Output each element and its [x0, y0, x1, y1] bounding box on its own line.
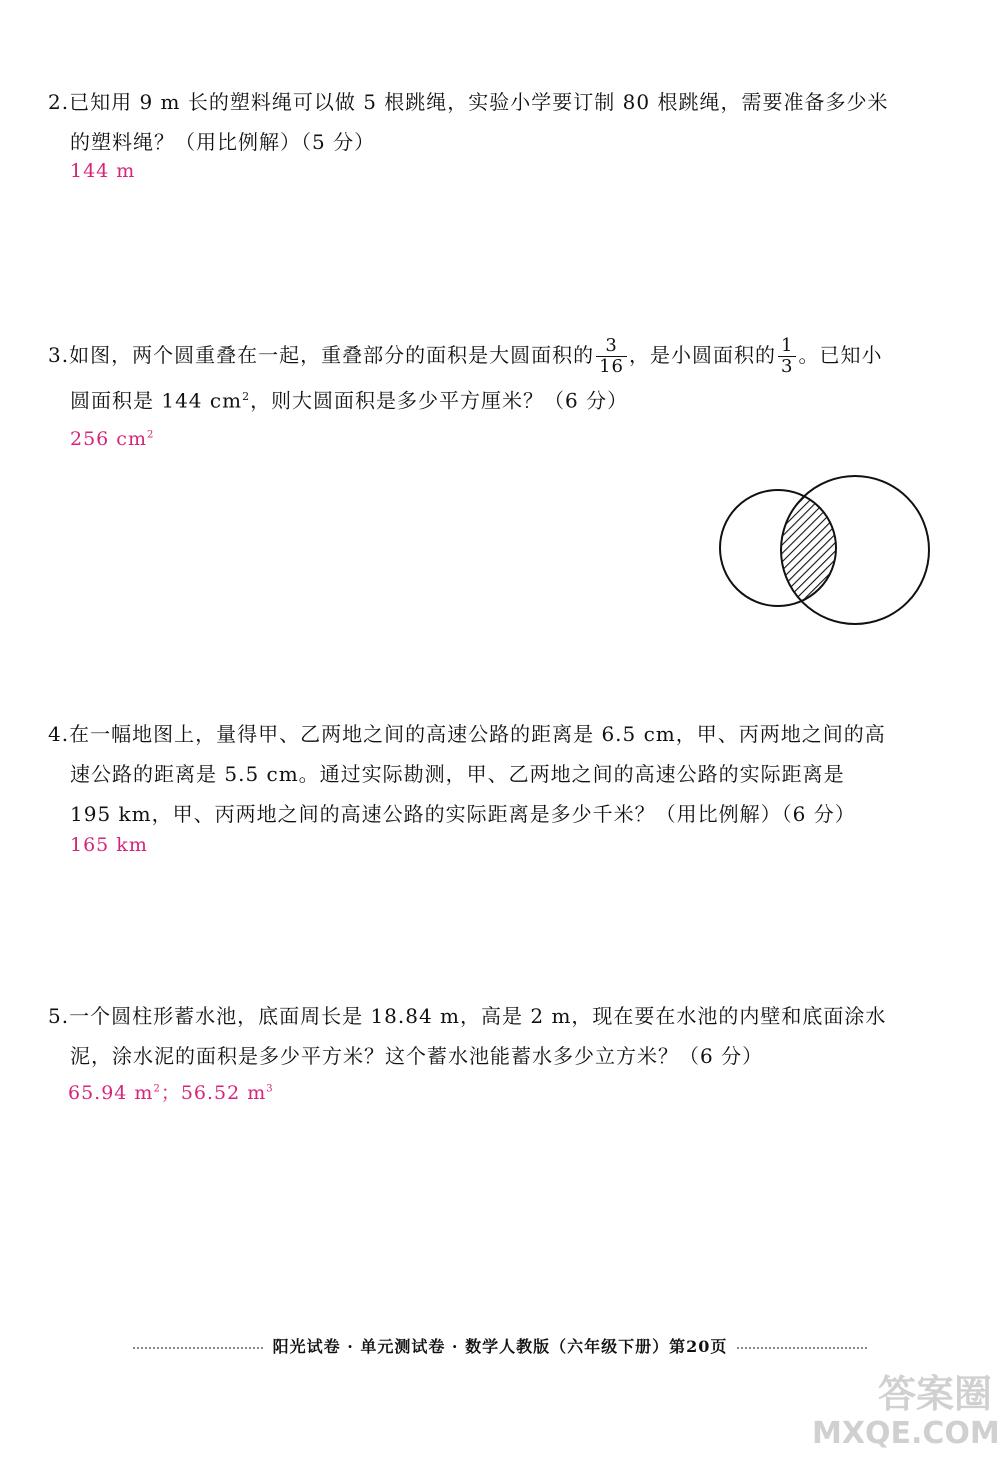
answer-5 [68, 1078, 274, 1105]
answer-4: 165 km [70, 834, 148, 856]
watermark-logo-text: 答案圈 [877, 1371, 992, 1416]
fraction-denominator: 3 [781, 356, 794, 377]
answer-5-sup-a: 2 [153, 1083, 161, 1095]
question-4-line-2: 速公路的距离是 5.5 cm。通过实际勘测，甲、乙两地之间的高速公路的实际距离是 [70, 762, 845, 786]
answer-2: 144 m [70, 160, 136, 182]
question-3-text-e: ，则大圆面积是多少平方厘米？（6 分） [250, 388, 629, 413]
fraction-numerator: 1 [778, 336, 796, 357]
superscript: 2 [242, 390, 251, 403]
question-5-line-1: 5.一个圆柱形蓄水池，底面周长是 18.84 m，高是 2 m，现在要在水池的内壁和底面涂水 [48, 1004, 887, 1028]
fraction-numerator: 3 [596, 336, 627, 357]
answer-5-part-a: 65.94 m [68, 1082, 154, 1104]
question-5 [48, 996, 948, 1076]
question-3-line-1 [48, 332, 948, 378]
question-4-line-3: 195 km，甲、丙两地之间的高速公路的实际距离是多少千米？（用比例解）（6 分） [70, 802, 856, 826]
watermark-site-text: MXQE.COM [812, 1416, 1000, 1451]
question-3-line-2 [48, 378, 948, 420]
question-5-line-2: 泥，涂水泥的面积是多少平方米？这个蓄水池能蓄水多少立方米？（6 分） [70, 1044, 764, 1068]
question-2 [48, 82, 948, 162]
answer-5-part-b: ；56.52 m [160, 1082, 267, 1104]
answer-3-value: 256 cm [70, 428, 147, 450]
question-3-text-a: 3.如图，两个圆重叠在一起，重叠部分的面积是大圆面积的 [48, 343, 595, 367]
answer-5-sup-b: 3 [266, 1083, 274, 1095]
answer-3-sup: 2 [146, 429, 155, 441]
footer-text: 阳光试卷 · 单元测试卷 · 数学人教版（六年级下册）第20页 [272, 1337, 728, 1356]
question-4-line-1: 4.在一幅地图上，量得甲、乙两地之间的高速公路的距离是 6.5 cm，甲、丙两地之间的高 [48, 722, 886, 746]
answer-3 [70, 428, 154, 450]
question-3-text-c: 。已知小 [798, 343, 883, 367]
question-3-text-b: ，是小圆面积的 [629, 343, 776, 367]
overlapping-circles-figure [712, 470, 942, 630]
footer-dotted-rule-right [737, 1347, 867, 1349]
question-4 [48, 714, 948, 834]
page-footer [80, 1334, 920, 1357]
question-2-line-2: 的塑料绳？（用比例解）（5 分） [70, 130, 376, 154]
fraction-1-3 [778, 336, 796, 377]
fraction-denominator: 16 [599, 356, 624, 377]
fraction-3-16 [596, 336, 627, 377]
question-3-text-d: 圆面积是 144 cm [70, 388, 243, 413]
question-2-line-1: 2.已知用 9 m 长的塑料绳可以做 5 根跳绳，实验小学要订制 80 根跳绳，需要准备多少米 [48, 90, 889, 114]
question-3 [48, 332, 948, 420]
watermark [812, 1371, 1000, 1452]
footer-dotted-rule-left [133, 1347, 263, 1349]
